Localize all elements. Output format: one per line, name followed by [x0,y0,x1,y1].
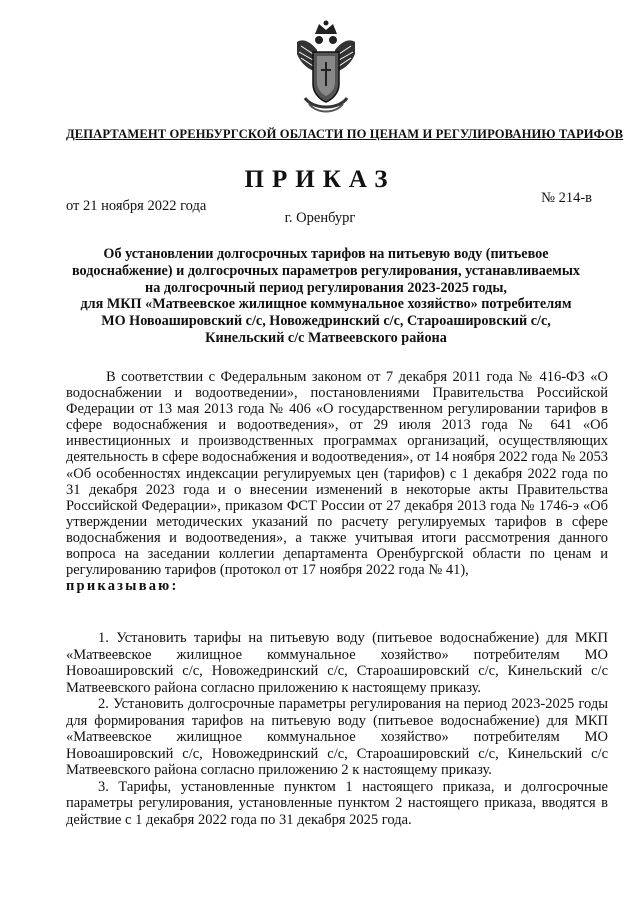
order-item-2: 2. Установить долгосрочные параметры регулирования на период 2023-2025 годы для формирования тарифов на питьевую воду (питьевое водоснабжение) для МКП «Матвеевское жилищное коммунальное хозяйство» потребителям МО Новоаширoвский с/с, Новожедринский с/с, Староаширoвский с/с, Кинельский с/с Матвеевского района согласно приложению 2 к настоящему приказу. [66,696,608,778]
title-line: на долгосрочный период регулирования 2023-2025 годы, [145,279,507,296]
title-line: МО Новоашировский с/с, Новожедринский с/с, Староаширoвский с/с, [101,313,551,330]
preamble-paragraph: В соответствии с Федеральным законом от 7 декабря 2011 года № 416-ФЗ «О водоснабжении и водоотведении», постановлениями Правительства Российской Федерации от 13 мая 2013 года № 406 «О государственном регулировании тарифов в сфере водоснабжения и водоотведения», от 29 июля 2013 года № 641 «Об инвестиционных и производственных программах организаций, осуществляющих деятельность в сфере водоснабжения и водоотведения», от 14 ноября 2022 года № 2053 «Об особенностях индексации регулируемых цен (тарифов) с 1 декабря 2022 года по 31 декабря 2023 года и о внесении изменений в некоторые акты Правительства Российской Федерации», приказом ФСТ России от 27 декабря 2013 года № 1746-э «Об утверждении методических указаний по расчету регулируемых тарифов в сфере водоснабжения и водоотведения», а также учитывая итоги рассмотрения данного вопроса на заседании коллегии департамента Оренбургской области по ценам и регулированию тарифов (протокол от 17 ноября 2022 года № 41), [66,369,608,579]
title-line: для МКП «Матвеевское жилищное коммунальное хозяйство» потребителям [80,296,572,313]
order-date: от 21 ноября 2022 года [66,198,207,214]
order-items [66,630,608,828]
title-line: водоснабжение) и долгосрочных параметров регулирования, устанавливаемых [71,262,581,279]
document-type: ПРИКАЗ [244,166,396,193]
department-name: ДЕПАРТАМЕНТ ОРЕНБУРГСКОЙ ОБЛАСТИ ПО ЦЕНАМ И РЕГУЛИРОВАНИЮ ТАРИФОВ [66,127,624,141]
order-city: г. Оренбург [284,210,356,226]
title-line: Кинельский с/с Матвеевского района [205,329,447,346]
order-word: приказываю: [66,578,179,595]
title-line: Об установлении долгосрочных тарифов на питьевую воду (питьевое [103,246,549,262]
preamble-section [66,369,608,594]
coat-of-arms-icon [293,20,359,114]
order-item-3: 3. Тарифы, установленные пунктом 1 настоящего приказа, и долгосрочные параметры регулирования, установленные пунктом 2 настоящего приказа, вводятся в действие с 1 декабря 2022 года по 31 декабря 2025 года. [66,778,608,828]
order-item-1: 1. Установить тарифы на питьевую воду (питьевое водоснабжение) для МКП «Матвеевское жилищное коммунальное хозяйство» потребителям МО Новоаширoвский с/с, Новожедринский с/с, Староаширoвский с/с, Кинельский с/с Матвеевского района согласно приложению к настоящему приказу. [66,630,608,696]
order-number: № 214-в [541,190,592,206]
order-title [48,246,604,347]
